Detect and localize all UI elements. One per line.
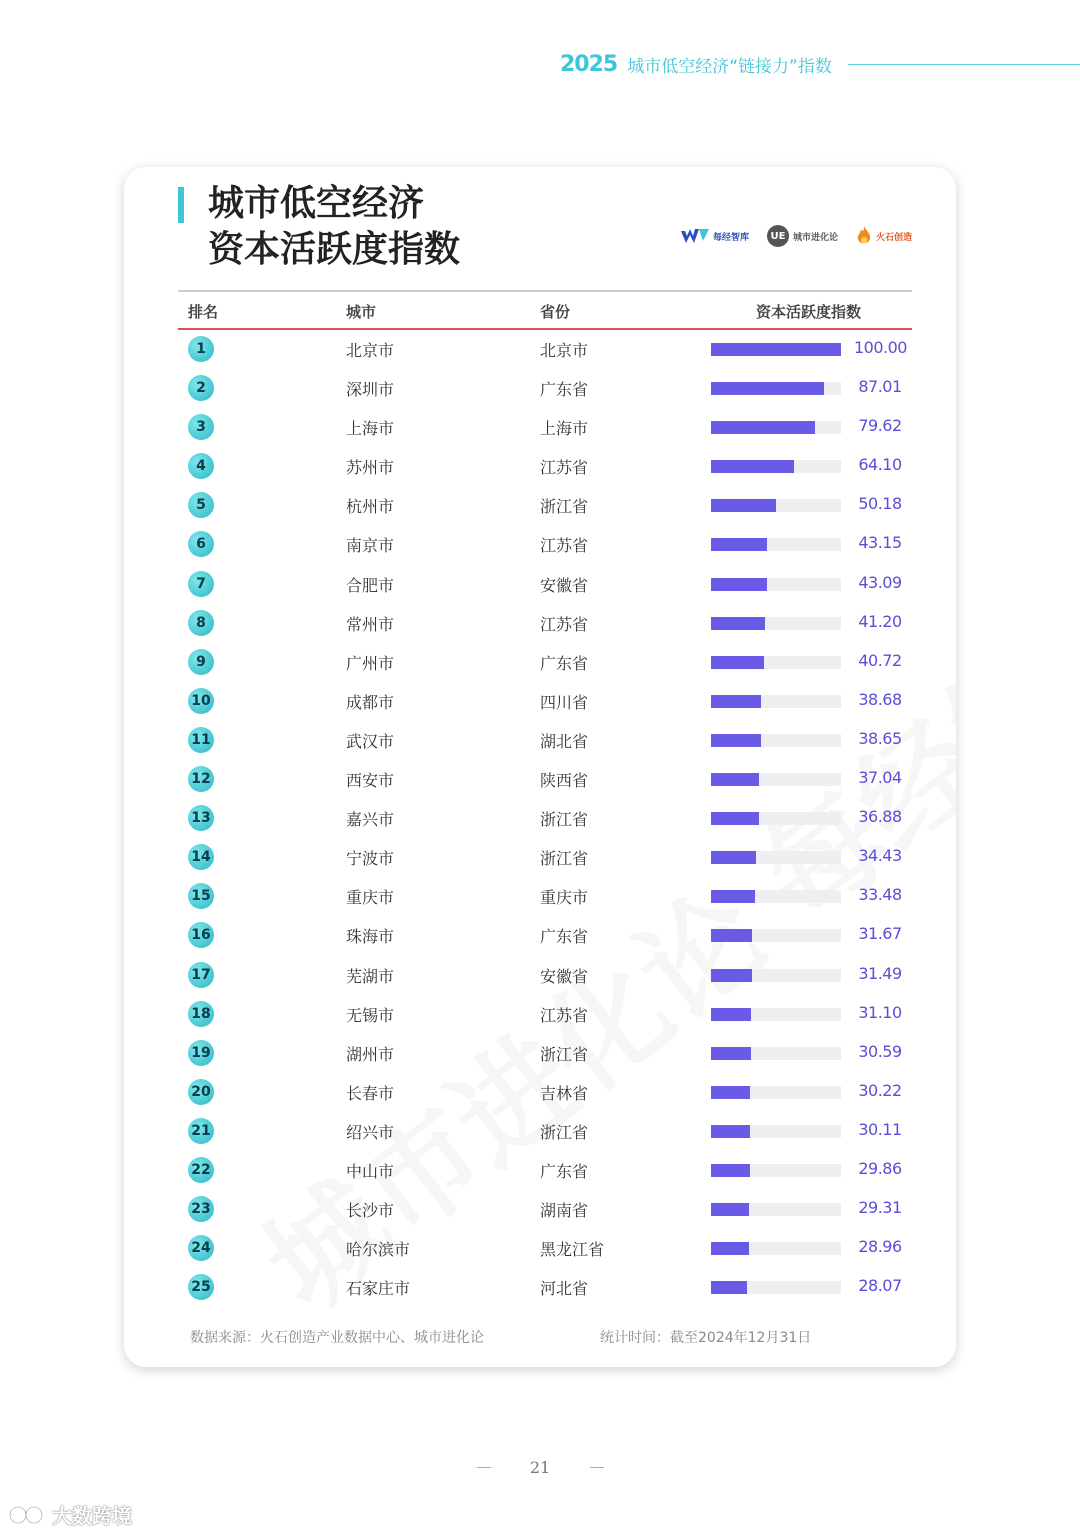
province-cell: 浙江省: [540, 849, 589, 869]
index-value: 79.62: [858, 416, 902, 436]
index-bar: [711, 969, 752, 982]
table-row: [178, 877, 912, 916]
city-cell: 嘉兴市: [346, 810, 395, 830]
table-row: [178, 1190, 912, 1229]
card-title-line1: 城市低空经济: [208, 183, 425, 224]
index-bar: [711, 734, 761, 747]
index-value: 28.96: [858, 1237, 902, 1257]
city-cell: 宁波市: [346, 849, 395, 869]
title-accent-bar: [178, 187, 184, 223]
index-bar: [711, 851, 756, 864]
city-cell: 苏州市: [346, 458, 395, 478]
ranking-table: [178, 290, 912, 1307]
index-value: 38.68: [858, 689, 902, 709]
index-bar-track: [711, 382, 841, 395]
city-cell: 无锡市: [346, 1005, 395, 1025]
index-bar-track: [711, 734, 841, 747]
index-bar-track: [711, 538, 841, 551]
province-cell: 广东省: [540, 1161, 589, 1181]
city-cell: 湖州市: [346, 1044, 395, 1064]
table-row: [178, 1151, 912, 1190]
index-value: 38.65: [858, 728, 902, 748]
index-value: 33.48: [858, 885, 902, 905]
rank-badge: 7: [188, 571, 214, 597]
rank-badge: 24: [188, 1235, 214, 1261]
table-row: [178, 604, 912, 643]
city-cell: 成都市: [346, 692, 395, 712]
index-value: 31.10: [858, 1002, 902, 1022]
province-cell: 浙江省: [540, 1122, 589, 1142]
province-cell: 浙江省: [540, 497, 589, 517]
index-value: 31.49: [858, 963, 902, 983]
rank-badge: 10: [188, 688, 214, 714]
city-cell: 绍兴市: [346, 1122, 395, 1142]
header-year: 2025: [560, 51, 618, 77]
index-bar: [711, 1242, 749, 1255]
index-bar-track: [711, 1281, 841, 1294]
ue-logo-icon: UE: [767, 225, 789, 247]
city-cell: 武汉市: [346, 731, 395, 751]
city-cell: 北京市: [346, 341, 395, 360]
table-row: [178, 799, 912, 838]
rank-badge: 4: [188, 453, 214, 479]
index-value: 37.04: [858, 768, 902, 788]
city-cell: 合肥市: [346, 575, 395, 595]
index-bar: [711, 1164, 750, 1177]
index-bar: [711, 1008, 751, 1021]
city-cell: 长沙市: [346, 1201, 395, 1221]
rank-badge: 18: [188, 1001, 214, 1027]
card-title-line2: 资本活跃度指数: [208, 229, 461, 270]
page-header: [560, 48, 1080, 80]
province-cell: 安徽省: [540, 575, 589, 595]
rank-badge: 15: [188, 883, 214, 909]
index-bar-track: [711, 499, 841, 512]
province-cell: 江苏省: [540, 536, 589, 556]
rank-badge: 9: [188, 649, 214, 675]
rank-badge: 21: [188, 1118, 214, 1144]
city-cell: 珠海市: [346, 927, 395, 947]
hs-logo-text: 火石创造: [875, 232, 912, 243]
table-row: [178, 1268, 912, 1307]
table-row: [178, 916, 912, 955]
index-bar-track: [711, 851, 841, 864]
province-cell: 广东省: [540, 927, 589, 947]
province-cell: 江苏省: [540, 458, 589, 478]
index-bar: [711, 578, 767, 591]
province-cell: 吉林省: [540, 1083, 589, 1103]
province-cell: 湖南省: [540, 1201, 589, 1221]
rank-badge: 5: [188, 492, 214, 518]
table-row: [178, 447, 912, 486]
index-bar: [711, 1047, 751, 1060]
index-bar-track: [711, 1047, 841, 1060]
city-cell: 中山市: [346, 1161, 395, 1181]
rank-badge: 6: [188, 531, 214, 557]
index-bar-track: [711, 1086, 841, 1099]
index-bar-track: [711, 343, 841, 356]
index-card: [124, 167, 956, 1367]
index-bar: [711, 1281, 747, 1294]
province-cell: 江苏省: [540, 614, 589, 634]
province-cell: 安徽省: [540, 966, 589, 986]
ue-logo: [767, 225, 838, 247]
province-cell: 广东省: [540, 380, 589, 400]
table-body: [178, 330, 912, 1307]
index-value: 31.67: [858, 924, 902, 944]
bottom-brand-text: 大数跨境: [52, 1504, 132, 1528]
province-cell: 河北省: [540, 1279, 589, 1299]
index-bar-track: [711, 1203, 841, 1216]
rank-badge: 22: [188, 1157, 214, 1183]
index-value: 36.88: [858, 807, 902, 827]
index-bar: [711, 460, 794, 473]
city-cell: 深圳市: [346, 380, 395, 400]
index-value: 41.20: [858, 611, 902, 631]
index-bar: [711, 499, 776, 512]
index-value: 34.43: [858, 846, 902, 866]
header-province: 省份: [540, 303, 571, 321]
city-cell: 南京市: [346, 536, 395, 556]
table-row: [178, 565, 912, 604]
rank-badge: 1: [188, 336, 214, 362]
city-cell: 上海市: [346, 419, 395, 439]
table-row: [178, 330, 912, 369]
table-row: [178, 643, 912, 682]
table-row: [178, 760, 912, 799]
index-bar: [711, 617, 765, 630]
table-row: [178, 956, 912, 995]
index-value: 29.31: [858, 1198, 902, 1218]
table-row: [178, 486, 912, 525]
index-value: 50.18: [858, 494, 902, 514]
city-cell: 广州市: [346, 653, 395, 673]
index-bar-track: [711, 421, 841, 434]
index-bar-track: [711, 578, 841, 591]
stat-time: 统计时间：截至2024年12月31日: [600, 1330, 812, 1346]
rank-badge: 8: [188, 610, 214, 636]
province-cell: 湖北省: [540, 731, 589, 751]
rank-badge: 19: [188, 1040, 214, 1066]
index-value: 100.00: [854, 338, 907, 357]
province-cell: 北京市: [540, 341, 589, 360]
index-bar-track: [711, 656, 841, 669]
table-row: [178, 995, 912, 1034]
table-row: [178, 525, 912, 564]
header-rank: 排名: [188, 303, 219, 321]
city-cell: 石家庄市: [346, 1279, 411, 1299]
province-cell: 上海市: [540, 419, 589, 439]
city-cell: 西安市: [346, 771, 395, 791]
rank-badge: 13: [188, 805, 214, 831]
table-row: [178, 369, 912, 408]
index-bar: [711, 421, 815, 434]
rank-badge: 23: [188, 1196, 214, 1222]
index-bar: [711, 695, 761, 708]
page-number: 21: [529, 1458, 551, 1477]
index-bar: [711, 343, 841, 356]
index-bar-track: [711, 1125, 841, 1138]
rank-badge: 17: [188, 962, 214, 988]
index-bar-track: [711, 1164, 841, 1177]
index-value: 28.07: [858, 1276, 902, 1296]
table-row: [178, 408, 912, 447]
bottom-brand: [8, 1500, 132, 1529]
index-value: 43.15: [858, 533, 902, 553]
province-cell: 重庆市: [540, 888, 589, 908]
table-row: [178, 721, 912, 760]
ue-logo-text: 城市进化论: [792, 232, 838, 243]
index-value: 43.09: [858, 572, 902, 592]
index-bar-track: [711, 969, 841, 982]
index-bar: [711, 656, 764, 669]
city-cell: 长春市: [346, 1083, 395, 1103]
province-cell: 广东省: [540, 653, 589, 673]
rank-badge: 14: [188, 844, 214, 870]
index-bar: [711, 538, 767, 551]
index-bar-track: [711, 812, 841, 825]
partner-logos: [681, 225, 912, 247]
city-cell: 哈尔滨市: [346, 1240, 411, 1260]
header-title: 城市低空经济“链接力”指数: [627, 56, 832, 77]
index-bar: [711, 1125, 750, 1138]
hs-logo: [856, 226, 912, 246]
province-cell: 四川省: [540, 692, 589, 712]
table-row: [178, 1112, 912, 1151]
index-bar-track: [711, 929, 841, 942]
nbd-logo-text: 每经智库: [712, 232, 749, 243]
province-cell: 陕西省: [540, 771, 589, 791]
table-row: [178, 1229, 912, 1268]
table-row: [178, 682, 912, 721]
rank-badge: 12: [188, 766, 214, 792]
province-cell: 江苏省: [540, 1005, 589, 1025]
index-value: 40.72: [858, 650, 902, 670]
table-row: [178, 1073, 912, 1112]
index-bar-track: [711, 617, 841, 630]
index-value: 64.10: [858, 455, 902, 475]
nbd-logo: [681, 227, 749, 245]
index-value: 87.01: [858, 377, 902, 397]
table-row: [178, 1034, 912, 1073]
nbd-logo-icon: [681, 227, 709, 245]
rank-badge: 20: [188, 1079, 214, 1105]
province-cell: 黑龙江省: [540, 1240, 605, 1260]
header-rule: [848, 64, 1080, 65]
index-bar: [711, 929, 752, 942]
province-cell: 浙江省: [540, 1044, 589, 1064]
index-bar-track: [711, 1242, 841, 1255]
header-index: 资本活跃度指数: [756, 303, 862, 321]
city-cell: 重庆市: [346, 888, 395, 908]
fire-icon: [856, 226, 872, 246]
index-value: 30.22: [858, 1080, 902, 1100]
index-bar-track: [711, 695, 841, 708]
data-source: 数据来源：火石创造产业数据中心、城市进化论: [190, 1330, 484, 1346]
card-title: [208, 181, 460, 273]
index-value: 29.86: [858, 1158, 902, 1178]
city-cell: 杭州市: [346, 497, 395, 517]
index-bar: [711, 382, 824, 395]
province-cell: 浙江省: [540, 810, 589, 830]
rank-badge: 2: [188, 375, 214, 401]
header-city: 城市: [346, 303, 377, 321]
index-bar: [711, 1203, 749, 1216]
index-bar: [711, 773, 759, 786]
rank-badge: 3: [188, 414, 214, 440]
index-bar-track: [711, 460, 841, 473]
index-bar: [711, 1086, 750, 1099]
index-value: 30.11: [858, 1119, 902, 1139]
index-bar: [711, 812, 759, 825]
index-bar-track: [711, 1008, 841, 1021]
index-value: 30.59: [858, 1041, 902, 1061]
brand-icon: [8, 1503, 48, 1527]
table-row: [178, 838, 912, 877]
index-bar-track: [711, 773, 841, 786]
rank-badge: 16: [188, 922, 214, 948]
rank-badge: 11: [188, 727, 214, 753]
city-cell: 常州市: [346, 614, 395, 634]
rank-badge: 25: [188, 1274, 214, 1300]
page-dash-right: [590, 1467, 604, 1468]
table-header: [178, 290, 912, 330]
index-bar-track: [711, 890, 841, 903]
index-bar: [711, 890, 755, 903]
city-cell: 芜湖市: [346, 966, 395, 986]
